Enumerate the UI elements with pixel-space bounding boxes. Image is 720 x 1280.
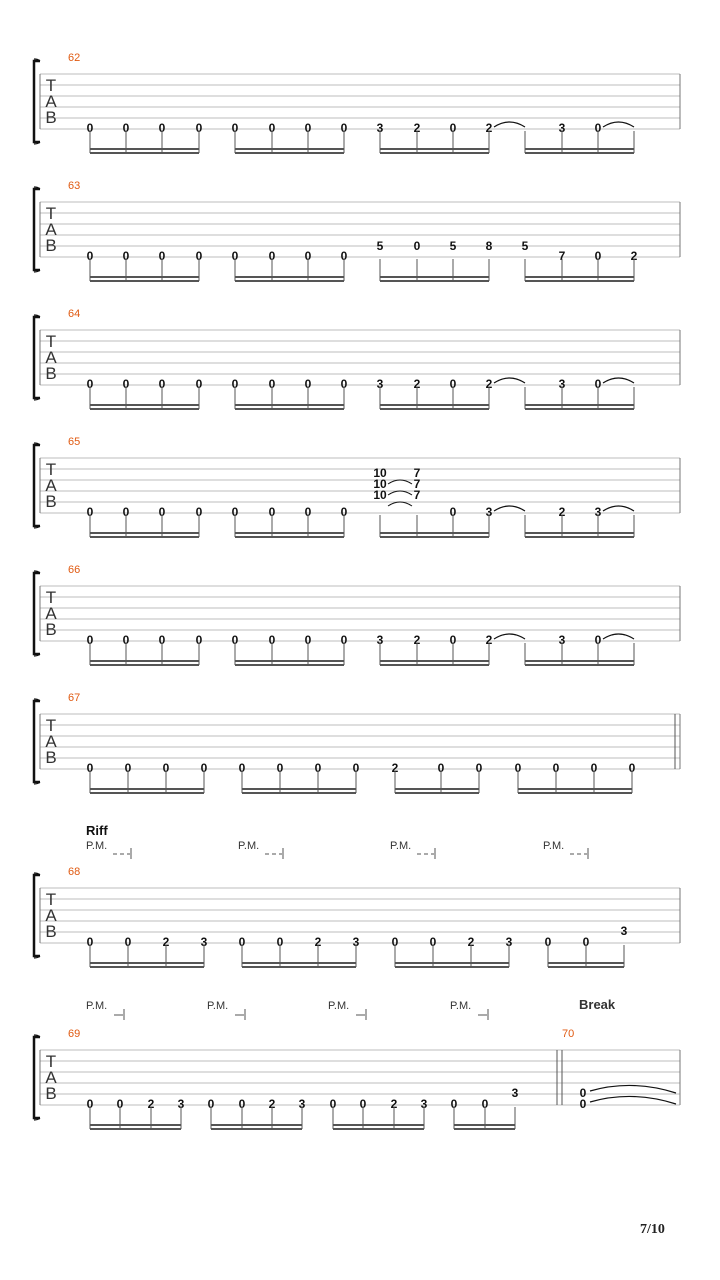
tab-fret-number: 0 bbox=[122, 633, 130, 647]
tab-clef-letter: B bbox=[45, 748, 57, 767]
tab-fret-number: 7 bbox=[413, 488, 421, 502]
tab-clef-letter: A bbox=[45, 604, 57, 623]
tab-fret-number: 10 bbox=[373, 466, 387, 480]
system-bracket bbox=[34, 875, 40, 956]
tab-fret-number: 0 bbox=[276, 935, 284, 949]
tab-system bbox=[34, 180, 680, 281]
tab-fret-number: 0 bbox=[594, 633, 602, 647]
tab-fret-number: 0 bbox=[86, 121, 94, 135]
palm-mute-label: P.M. bbox=[390, 840, 412, 852]
tab-clef-letter: T bbox=[45, 716, 57, 735]
tab-fret-number: 0 bbox=[304, 505, 312, 519]
tab-fret-number: 3 bbox=[485, 505, 493, 519]
measure-number: 64 bbox=[68, 308, 81, 320]
tab-clef-letter: T bbox=[45, 588, 57, 607]
tie bbox=[494, 634, 525, 639]
tab-fret-number: 0 bbox=[158, 249, 166, 263]
tie bbox=[494, 506, 525, 511]
tab-clef-letter: B bbox=[45, 236, 57, 255]
tab-clef-letter: A bbox=[45, 348, 57, 367]
tab-fret-number: 7 bbox=[558, 249, 566, 263]
tie bbox=[494, 122, 525, 127]
tab-fret-number: 0 bbox=[359, 1097, 367, 1111]
tab-fret-number: 0 bbox=[590, 761, 598, 775]
tab-fret-number: 3 bbox=[558, 121, 566, 135]
tab-fret-number: 0 bbox=[200, 761, 208, 775]
system-bracket bbox=[34, 1037, 40, 1118]
tab-fret-number: 5 bbox=[376, 239, 384, 253]
tab-fret-number: 0 bbox=[594, 377, 602, 391]
tab-fret-number: 0 bbox=[231, 121, 239, 135]
tab-fret-number: 0 bbox=[122, 121, 130, 135]
tab-fret-number: 0 bbox=[195, 505, 203, 519]
measure-number: 69 bbox=[68, 1028, 81, 1040]
palm-mute-label: P.M. bbox=[207, 1000, 229, 1012]
tab-fret-number: 0 bbox=[314, 761, 322, 775]
tab-fret-number: 0 bbox=[449, 633, 457, 647]
tab-fret-number: 0 bbox=[124, 761, 132, 775]
tab-fret-number: 2 bbox=[147, 1097, 155, 1111]
tab-fret-number: 0 bbox=[276, 761, 284, 775]
tab-clef-letter: A bbox=[45, 476, 57, 495]
tab-fret-number: 2 bbox=[485, 121, 493, 135]
tab-fret-number: 5 bbox=[521, 239, 529, 253]
tab-fret-number: 2 bbox=[268, 1097, 276, 1111]
tab-fret-number: 0 bbox=[582, 935, 590, 949]
tab-fret-number: 0 bbox=[158, 633, 166, 647]
tab-clef-letter: B bbox=[45, 492, 57, 511]
tab-clef-letter: A bbox=[45, 732, 57, 751]
tab-fret-number: 3 bbox=[558, 377, 566, 391]
tab-system bbox=[34, 692, 680, 793]
tie bbox=[494, 378, 525, 383]
tab-fret-number: 0 bbox=[304, 121, 312, 135]
tab-fret-number: 2 bbox=[390, 1097, 398, 1111]
tab-fret-number: 0 bbox=[162, 761, 170, 775]
tab-fret-number: 0 bbox=[122, 505, 130, 519]
tab-fret-number: 0 bbox=[268, 633, 276, 647]
tab-fret-number: 2 bbox=[162, 935, 170, 949]
tab-fret-number: 3 bbox=[420, 1097, 428, 1111]
tab-fret-number: 0 bbox=[340, 505, 348, 519]
tab-fret-number: 0 bbox=[268, 505, 276, 519]
tab-fret-number: 0 bbox=[340, 249, 348, 263]
tie bbox=[590, 1085, 676, 1093]
tab-fret-number: 0 bbox=[579, 1086, 587, 1100]
tab-fret-number: 2 bbox=[413, 633, 421, 647]
tab-fret-number: 3 bbox=[558, 633, 566, 647]
tab-fret-number: 0 bbox=[391, 935, 399, 949]
tab-fret-number: 0 bbox=[340, 377, 348, 391]
palm-mute-label: P.M. bbox=[543, 840, 565, 852]
tab-fret-number: 2 bbox=[413, 121, 421, 135]
tab-system bbox=[34, 564, 680, 665]
tab-fret-number: 0 bbox=[195, 377, 203, 391]
tab-fret-number: 0 bbox=[594, 121, 602, 135]
tab-fret-number: 3 bbox=[505, 935, 513, 949]
tab-fret-number: 0 bbox=[268, 249, 276, 263]
tab-fret-number: 0 bbox=[86, 1097, 94, 1111]
tab-fret-number: 3 bbox=[511, 1086, 519, 1100]
tab-fret-number: 0 bbox=[158, 505, 166, 519]
system-bracket bbox=[34, 61, 40, 142]
tab-fret-number: 0 bbox=[238, 935, 246, 949]
tab-fret-number: 0 bbox=[413, 239, 421, 253]
tab-clef-letter: B bbox=[45, 1084, 57, 1103]
section-label-riff: Riff bbox=[86, 823, 108, 838]
page-number: 7/10 bbox=[640, 1222, 665, 1237]
tab-fret-number: 10 bbox=[373, 477, 387, 491]
tab-fret-number: 2 bbox=[413, 377, 421, 391]
palm-mute-label: P.M. bbox=[86, 840, 108, 852]
tab-fret-number: 3 bbox=[376, 633, 384, 647]
tab-fret-number: 0 bbox=[86, 935, 94, 949]
tab-fret-number: 0 bbox=[268, 377, 276, 391]
system-bracket bbox=[34, 189, 40, 270]
tab-fret-number: 0 bbox=[207, 1097, 215, 1111]
measure-number: 67 bbox=[68, 692, 81, 704]
measure-number: 68 bbox=[68, 866, 81, 878]
tab-fret-number: 0 bbox=[231, 249, 239, 263]
tab-fret-number: 2 bbox=[467, 935, 475, 949]
tie bbox=[603, 634, 634, 639]
tab-clef-letter: T bbox=[45, 204, 57, 223]
tab-fret-number: 0 bbox=[449, 377, 457, 391]
tab-fret-number: 3 bbox=[298, 1097, 306, 1111]
tab-system bbox=[34, 436, 680, 537]
tie bbox=[590, 1096, 676, 1104]
tab-fret-number: 0 bbox=[304, 249, 312, 263]
tab-fret-number: 2 bbox=[630, 249, 638, 263]
tab-fret-number: 0 bbox=[304, 377, 312, 391]
tab-fret-number: 0 bbox=[429, 935, 437, 949]
tab-fret-number: 0 bbox=[544, 935, 552, 949]
tab-clef-letter: B bbox=[45, 364, 57, 383]
tab-fret-number: 0 bbox=[86, 761, 94, 775]
tab-fret-number: 0 bbox=[449, 505, 457, 519]
palm-mute-label: P.M. bbox=[328, 1000, 350, 1012]
section-label-break: Break bbox=[579, 997, 616, 1012]
tab-clef-letter: T bbox=[45, 460, 57, 479]
tab-fret-number: 0 bbox=[86, 377, 94, 391]
tab-fret-number: 0 bbox=[124, 935, 132, 949]
tab-clef-letter: T bbox=[45, 332, 57, 351]
tab-clef-letter: T bbox=[45, 1052, 57, 1071]
measure-number: 63 bbox=[68, 180, 81, 192]
tie bbox=[603, 378, 634, 383]
system-bracket bbox=[34, 701, 40, 782]
tab-clef-letter: T bbox=[45, 890, 57, 909]
slide-curve bbox=[388, 480, 412, 484]
tab-fret-number: 0 bbox=[195, 249, 203, 263]
tab-fret-number: 0 bbox=[86, 249, 94, 263]
tab-fret-number: 2 bbox=[558, 505, 566, 519]
measure-number: 70 bbox=[562, 1028, 575, 1040]
tab-fret-number: 0 bbox=[231, 633, 239, 647]
slide-curve bbox=[388, 491, 412, 495]
system-bracket bbox=[34, 445, 40, 526]
tab-fret-number: 0 bbox=[475, 761, 483, 775]
tie bbox=[603, 506, 634, 511]
tab-fret-number: 8 bbox=[485, 239, 493, 253]
tab-fret-number: 2 bbox=[391, 761, 399, 775]
tab-fret-number: 3 bbox=[620, 924, 628, 938]
tab-fret-number: 3 bbox=[376, 377, 384, 391]
measure-number: 65 bbox=[68, 436, 81, 448]
measure-number: 62 bbox=[68, 52, 81, 64]
measure-number: 66 bbox=[68, 564, 81, 576]
tab-fret-number: 0 bbox=[514, 761, 522, 775]
tab-fret-number: 0 bbox=[340, 633, 348, 647]
tab-fret-number: 0 bbox=[195, 121, 203, 135]
tab-fret-number: 0 bbox=[579, 1097, 587, 1111]
tab-clef-letter: B bbox=[45, 922, 57, 941]
tab-fret-number: 0 bbox=[437, 761, 445, 775]
tab-fret-number: 3 bbox=[352, 935, 360, 949]
tab-fret-number: 10 bbox=[373, 488, 387, 502]
tab-fret-number: 0 bbox=[450, 1097, 458, 1111]
tab-fret-number: 5 bbox=[449, 239, 457, 253]
tab-clef-letter: A bbox=[45, 906, 57, 925]
tab-fret-number: 0 bbox=[594, 249, 602, 263]
tab-fret-number: 0 bbox=[86, 633, 94, 647]
tab-fret-number: 0 bbox=[449, 121, 457, 135]
tab-fret-number: 3 bbox=[376, 121, 384, 135]
tab-clef-letter: A bbox=[45, 220, 57, 239]
palm-mute-label: P.M. bbox=[238, 840, 260, 852]
palm-mute-label: P.M. bbox=[450, 1000, 472, 1012]
tab-system bbox=[34, 823, 680, 967]
tab-clef-letter: A bbox=[45, 92, 57, 111]
tab-fret-number: 0 bbox=[238, 761, 246, 775]
tab-fret-number: 0 bbox=[195, 633, 203, 647]
system-bracket bbox=[34, 573, 40, 654]
tab-fret-number: 0 bbox=[552, 761, 560, 775]
tab-fret-number: 2 bbox=[485, 377, 493, 391]
tab-fret-number: 7 bbox=[413, 466, 421, 480]
tab-system bbox=[34, 997, 680, 1129]
tab-fret-number: 3 bbox=[594, 505, 602, 519]
tab-clef-letter: A bbox=[45, 1068, 57, 1087]
tab-fret-number: 2 bbox=[485, 633, 493, 647]
tab-system bbox=[34, 308, 680, 409]
tab-fret-number: 0 bbox=[268, 121, 276, 135]
tab-system bbox=[34, 52, 680, 153]
tab-clef-letter: T bbox=[45, 76, 57, 95]
tab-fret-number: 0 bbox=[158, 377, 166, 391]
tab-fret-number: 0 bbox=[122, 249, 130, 263]
tab-clef-letter: B bbox=[45, 620, 57, 639]
tab-fret-number: 0 bbox=[231, 377, 239, 391]
tab-fret-number: 0 bbox=[86, 505, 94, 519]
tab-fret-number: 3 bbox=[200, 935, 208, 949]
tie bbox=[603, 122, 634, 127]
tab-fret-number: 0 bbox=[116, 1097, 124, 1111]
tab-fret-number: 0 bbox=[340, 121, 348, 135]
tab-fret-number: 0 bbox=[628, 761, 636, 775]
tab-fret-number: 0 bbox=[352, 761, 360, 775]
system-bracket bbox=[34, 317, 40, 398]
tab-fret-number: 2 bbox=[314, 935, 322, 949]
palm-mute-label: P.M. bbox=[86, 1000, 108, 1012]
tab-fret-number: 0 bbox=[481, 1097, 489, 1111]
tab-fret-number: 0 bbox=[122, 377, 130, 391]
tab-clef-letter: B bbox=[45, 108, 57, 127]
tab-fret-number: 3 bbox=[177, 1097, 185, 1111]
tab-fret-number: 0 bbox=[238, 1097, 246, 1111]
tab-fret-number: 0 bbox=[304, 633, 312, 647]
tab-fret-number: 0 bbox=[158, 121, 166, 135]
tab-fret-number: 0 bbox=[329, 1097, 337, 1111]
slide-curve bbox=[388, 502, 412, 506]
tab-fret-number: 7 bbox=[413, 477, 421, 491]
tab-fret-number: 0 bbox=[231, 505, 239, 519]
